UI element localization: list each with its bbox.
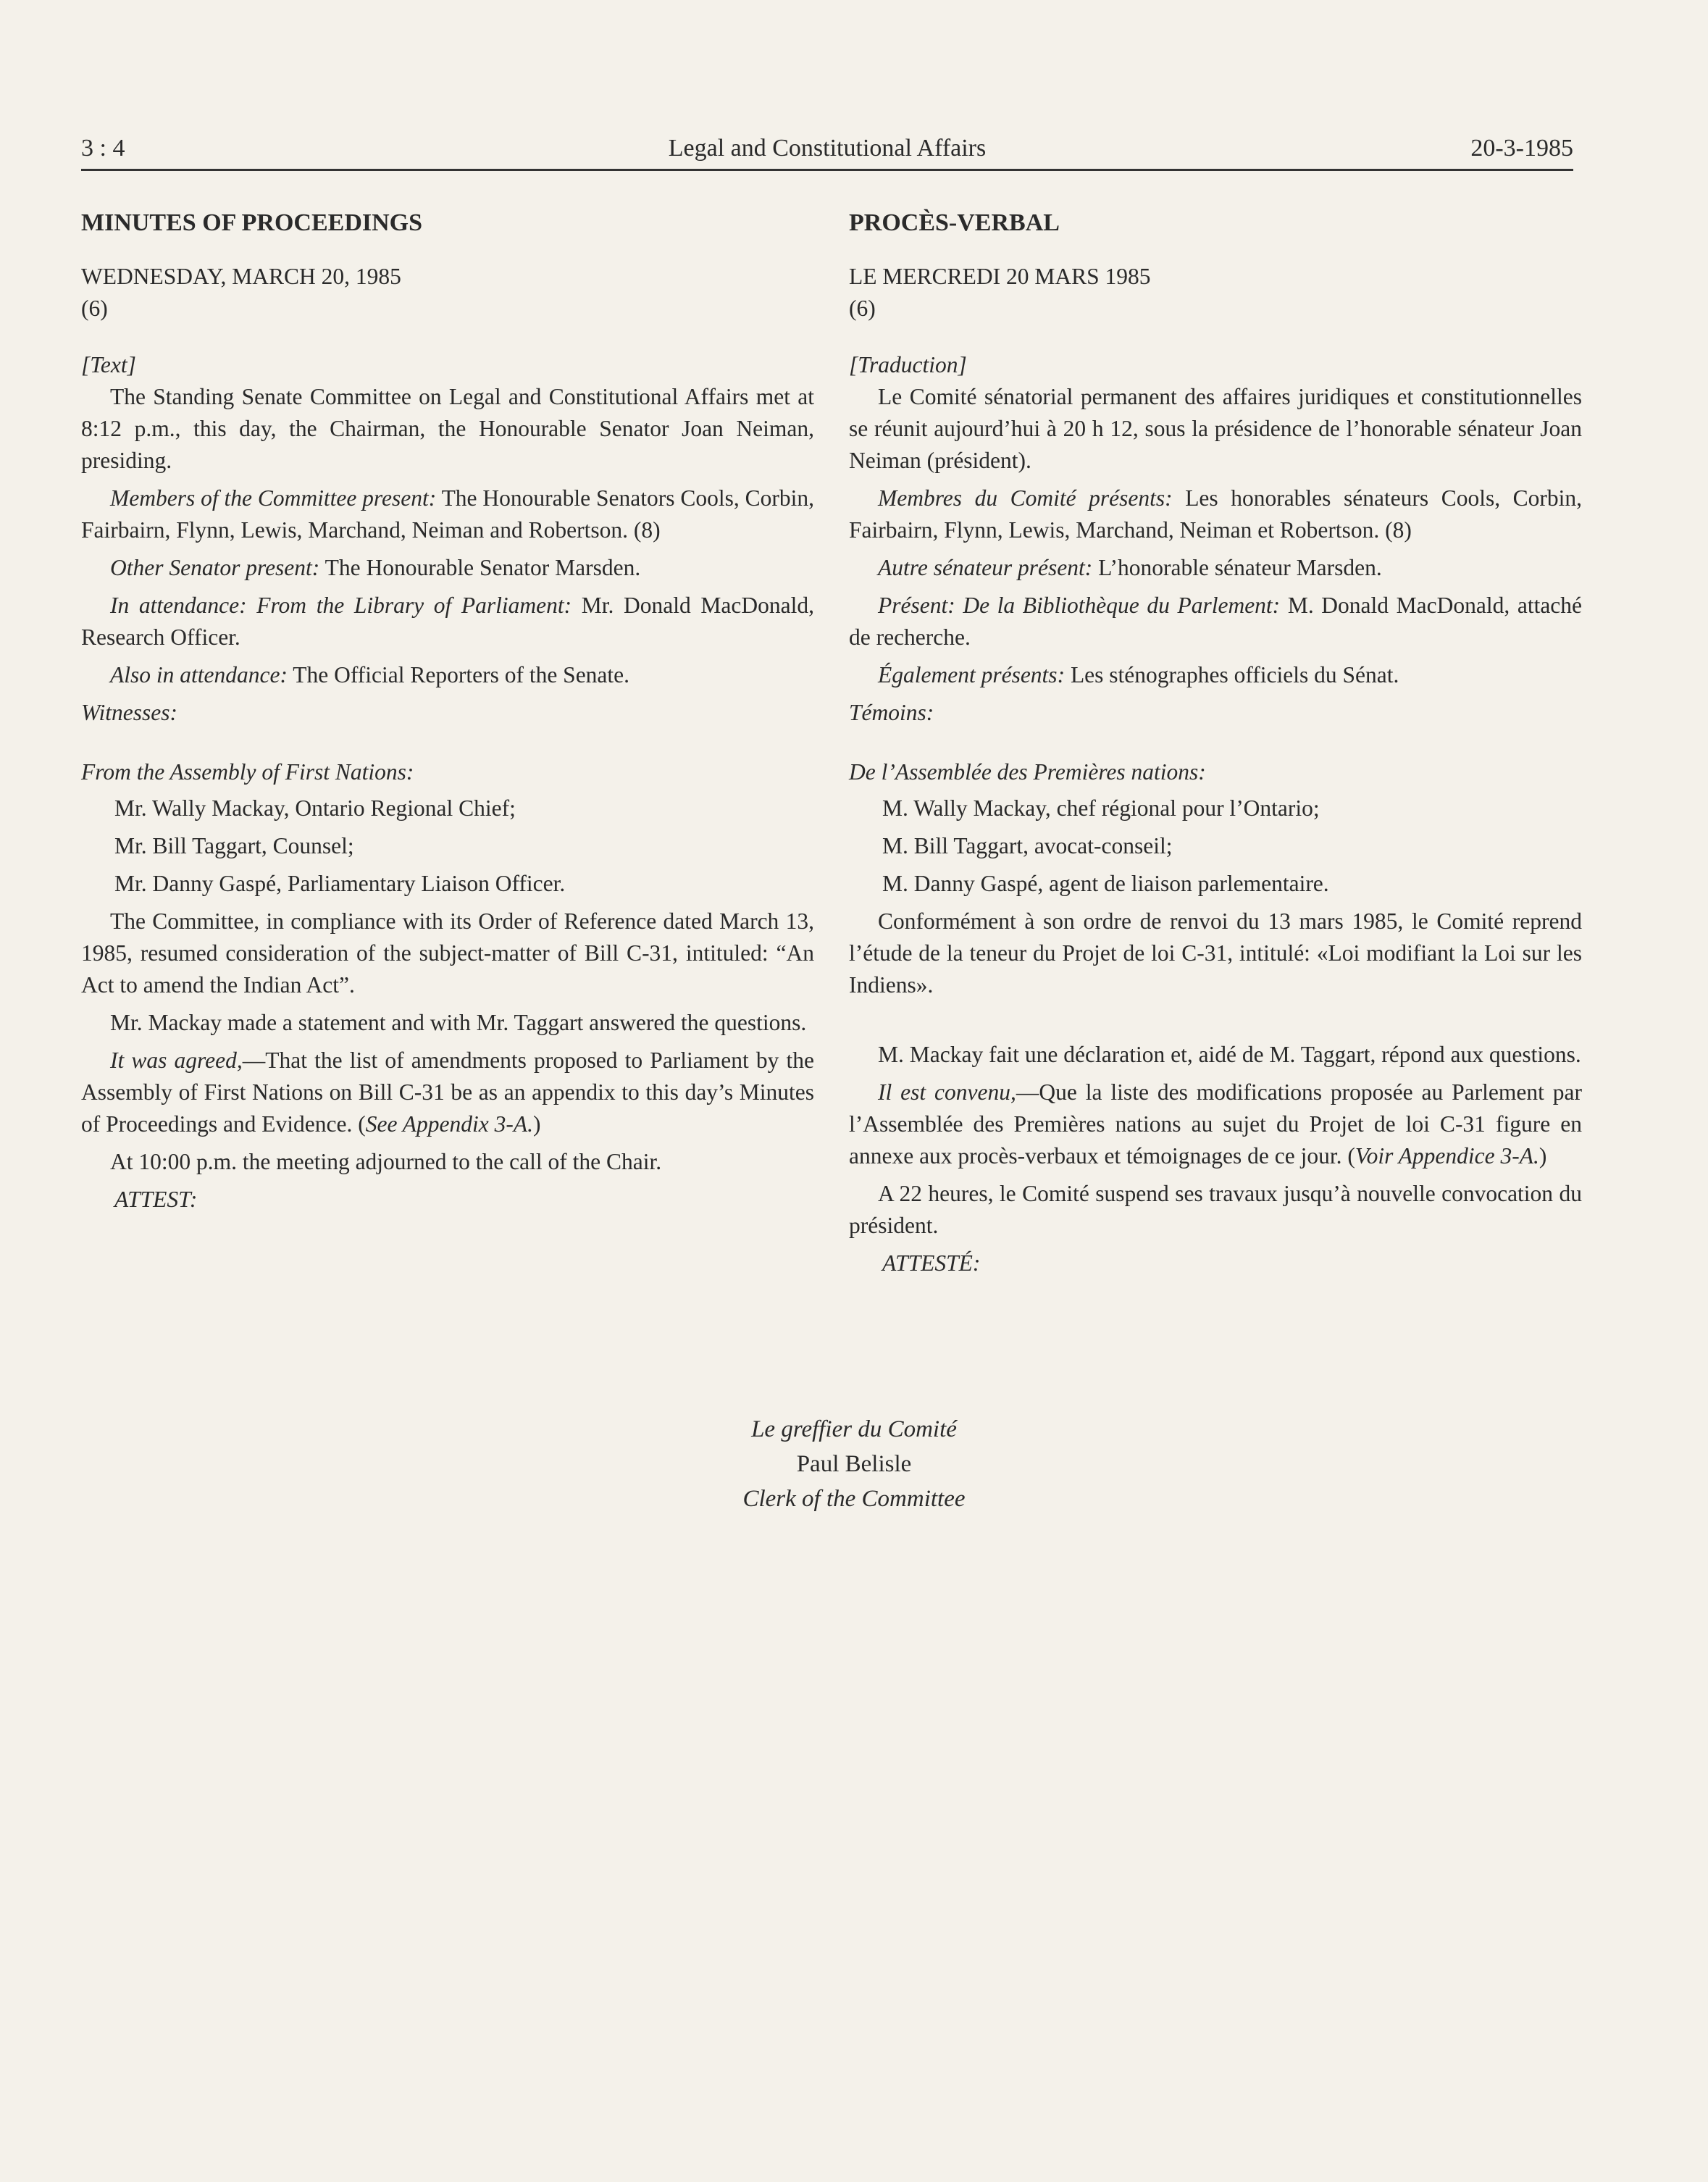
agreed-close: ) bbox=[1539, 1143, 1547, 1169]
attendance-paragraph bbox=[849, 590, 1582, 653]
attendance-text: M. Donald MacDonald, attaché de recherche. bbox=[849, 593, 1583, 650]
attendance-label: In attendance: From the Library of Parliament: bbox=[110, 593, 572, 618]
witness-item: M. Wally Mackay, chef régional pour l’Ontario; bbox=[882, 795, 1320, 821]
appendix-reference: Voir Appendice 3-A. bbox=[1355, 1143, 1539, 1169]
witness-organization: From the Assembly of First Nations: bbox=[81, 759, 414, 785]
opening-paragraph: The Standing Senate Committee on Legal and Constitutional Affairs met at 8:12 p.m., this day, the Chairman, the Honourable Senator Joan Neiman, presiding. bbox=[81, 384, 814, 473]
also-label: Also in attendance: bbox=[110, 662, 288, 687]
clerk-name: Paul Belisle bbox=[796, 1451, 912, 1477]
running-header bbox=[81, 130, 1573, 167]
appendix-reference: See Appendix 3-A. bbox=[365, 1111, 533, 1137]
agreed-paragraph bbox=[849, 1077, 1582, 1172]
also-attendance-paragraph bbox=[81, 659, 814, 691]
other-senator-paragraph bbox=[849, 552, 1582, 584]
also-label: Également présents: bbox=[878, 662, 1066, 687]
attest-label: ATTEST: bbox=[114, 1187, 198, 1212]
meeting-date: WEDNESDAY, MARCH 20, 1985 bbox=[81, 264, 401, 289]
agreed-label: It was agreed, bbox=[110, 1048, 243, 1073]
members-label: Members of the Committee present: bbox=[110, 485, 437, 511]
signature-block bbox=[0, 1413, 1708, 1517]
agreed-text: —Que la liste des modifications proposée au Parlement par l’Assemblée des Premières nations au sujet du Projet de loi C-31 figure en annexe aux procès-verbaux et témoignages de ce jour. ( bbox=[849, 1079, 1582, 1169]
other-text: L’honorable sénateur Marsden. bbox=[1098, 555, 1382, 580]
attest-label: ATTESTÉ: bbox=[882, 1250, 981, 1276]
text-tag: [Traduction] bbox=[849, 352, 967, 377]
meeting-number: (6) bbox=[849, 296, 876, 321]
section-title: MINUTES OF PROCEEDINGS bbox=[81, 209, 423, 236]
agreed-label: Il est convenu, bbox=[878, 1079, 1016, 1105]
text-tag: [Text] bbox=[81, 352, 136, 377]
running-title: Legal and Constitutional Affairs bbox=[668, 135, 987, 162]
statement-paragraph: M. Mackay fait une déclaration et, aidé de M. Taggart, répond aux questions. bbox=[878, 1042, 1581, 1067]
witness-item: M. Danny Gaspé, agent de liaison parlementaire. bbox=[882, 871, 1329, 896]
order-paragraph: The Committee, in compliance with its Order of Reference dated March 13, 1985, resumed consideration of the subject-matter of Bill C-31, intituled: “An Act to amend the Indian Act”. bbox=[81, 908, 814, 998]
also-text: Les sténographes officiels du Sénat. bbox=[1070, 662, 1399, 687]
witness-item: M. Bill Taggart, avocat-conseil; bbox=[882, 833, 1173, 858]
witness-organization: De l’Assemblée des Premières nations: bbox=[849, 759, 1206, 785]
attendance-paragraph bbox=[81, 590, 814, 653]
also-attendance-paragraph bbox=[849, 659, 1582, 691]
attendance-label: Présent: De la Bibliothèque du Parlement: bbox=[878, 593, 1281, 618]
members-paragraph bbox=[81, 482, 814, 546]
clerk-title-english: Clerk of the Committee bbox=[742, 1486, 966, 1512]
adjourn-paragraph: A 22 heures, le Comité suspend ses travaux jusqu’à nouvelle convocation du président. bbox=[849, 1181, 1582, 1238]
witnesses-heading: Witnesses: bbox=[81, 700, 177, 725]
clerk-title-french: Le greffier du Comité bbox=[751, 1416, 957, 1442]
header-rule bbox=[81, 169, 1573, 171]
agreed-text: —That the list of amendments proposed to Parliament by the Assembly of First Nations on Bill C-31 be as an appendix to this day’s Minutes of Proceedings and Evidence. ( bbox=[81, 1048, 815, 1137]
other-text: The Honourable Senator Marsden. bbox=[325, 555, 641, 580]
attendance-text: Mr. Donald MacDonald, Research Officer. bbox=[81, 593, 815, 650]
witness-item: Mr. Danny Gaspé, Parliamentary Liaison Officer. bbox=[114, 871, 566, 896]
header-date: 20-3-1985 bbox=[1470, 135, 1573, 162]
members-text: The Honourable Senators Cools, Corbin, Fairbairn, Flynn, Lewis, Marchand, Neiman and Robertson. (8) bbox=[81, 485, 814, 543]
adjourn-paragraph: At 10:00 p.m. the meeting adjourned to the call of the Chair. bbox=[110, 1149, 662, 1174]
other-label: Autre sénateur présent: bbox=[878, 555, 1093, 580]
order-paragraph: Conformément à son ordre de renvoi du 13 mars 1985, le Comité reprend l’étude de la teneur du Projet de loi C-31, intitulé: «Loi modifiant la Loi sur les Indiens». bbox=[849, 908, 1582, 998]
other-senator-paragraph bbox=[81, 552, 814, 584]
members-label: Membres du Comité présents: bbox=[878, 485, 1173, 511]
members-text: Les honorables sénateurs Cools, Corbin, Fairbairn, Flynn, Lewis, Marchand, Neiman et Robertson. (8) bbox=[849, 485, 1583, 543]
witness-item: Mr. Bill Taggart, Counsel; bbox=[114, 833, 354, 858]
agreed-paragraph bbox=[81, 1045, 814, 1140]
english-column bbox=[81, 207, 814, 1216]
meeting-number: (6) bbox=[81, 296, 108, 321]
members-paragraph bbox=[849, 482, 1582, 546]
witnesses-heading: Témoins: bbox=[849, 700, 934, 725]
opening-paragraph: Le Comité sénatorial permanent des affaires juridiques et constitutionnelles se réunit aujourd’hui à 20 h 12, sous la présidence de l’honorable sénateur Joan Neiman (président). bbox=[849, 384, 1582, 473]
other-label: Other Senator present: bbox=[110, 555, 320, 580]
page-number: 3 : 4 bbox=[81, 135, 125, 162]
section-title: PROCÈS-VERBAL bbox=[849, 209, 1060, 236]
paragraph-spacer bbox=[849, 1007, 1582, 1039]
meeting-date: LE MERCREDI 20 MARS 1985 bbox=[849, 264, 1151, 289]
also-text: The Official Reporters of the Senate. bbox=[293, 662, 630, 687]
statement-paragraph: Mr. Mackay made a statement and with Mr. Taggart answered the questions. bbox=[110, 1010, 807, 1035]
agreed-close: ) bbox=[532, 1111, 541, 1137]
witness-item: Mr. Wally Mackay, Ontario Regional Chief; bbox=[114, 795, 516, 821]
french-column bbox=[849, 207, 1582, 1279]
